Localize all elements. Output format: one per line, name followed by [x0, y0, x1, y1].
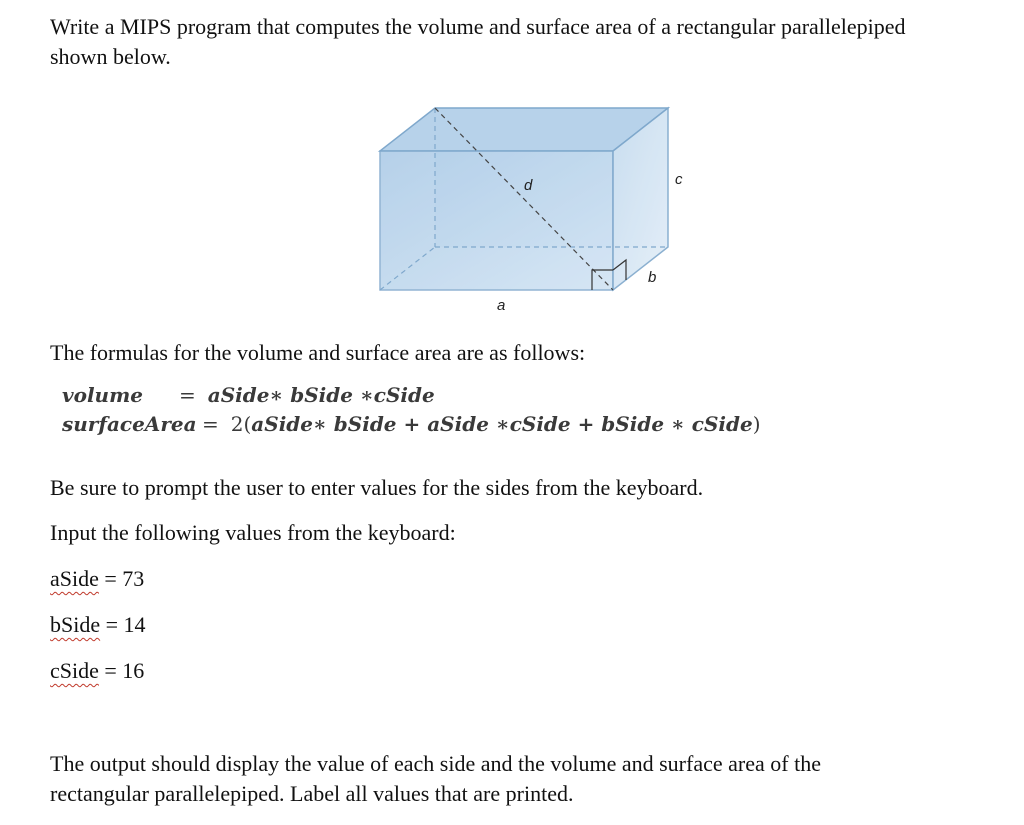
input-eq-b: = 14 [100, 612, 146, 637]
label-b: b [648, 269, 657, 286]
input-value-a [50, 564, 144, 594]
surface-area-coefficient: 2( [230, 412, 252, 436]
prompt-instruction: Be sure to prompt the user to enter values for the sides from the keyboard. [50, 475, 704, 500]
volume-formula [62, 383, 435, 407]
input-instruction: Input the following values from the keyboard: [50, 520, 456, 545]
surface-area-close-paren: ) [752, 412, 761, 436]
volume-rhs: aSide∗ bSide ∗cSide [207, 383, 435, 407]
input-eq-a: = 73 [98, 566, 145, 591]
formulas-intro: The formulas for the volume and surface area are as follows: [50, 340, 586, 365]
input-name-c: cSide [50, 658, 99, 683]
input-name-a: aSide [50, 566, 99, 591]
intro-line-2: shown below. [50, 44, 171, 69]
volume-lhs: volume [62, 383, 143, 407]
intro-paragraph [50, 12, 906, 72]
label-c: c [675, 171, 683, 188]
input-name-b: bSide [50, 612, 101, 637]
surface-area-equals: = [202, 412, 219, 436]
output-line-1: The output should display the value of each side and the volume and surface area of the [50, 751, 821, 776]
surface-area-rhs: aSide∗ bSide + aSide ∗cSide + bSide ∗ cSide [251, 412, 753, 436]
output-instruction [50, 749, 821, 809]
input-value-c [50, 656, 144, 686]
front-face [380, 151, 613, 290]
surface-area-lhs: surfaceArea [62, 412, 197, 436]
output-line-2: rectangular parallelepiped. Label all values that are printed. [50, 781, 574, 806]
volume-equals: = [179, 383, 196, 407]
input-value-b [50, 610, 146, 640]
label-a: a [497, 297, 506, 314]
label-d: d [524, 177, 533, 194]
parallelepiped-diagram [370, 100, 690, 320]
surface-area-formula [62, 412, 761, 436]
intro-line-1: Write a MIPS program that computes the volume and surface area of a rectangular parallelepiped [50, 14, 906, 39]
input-eq-c: = 16 [98, 658, 145, 683]
